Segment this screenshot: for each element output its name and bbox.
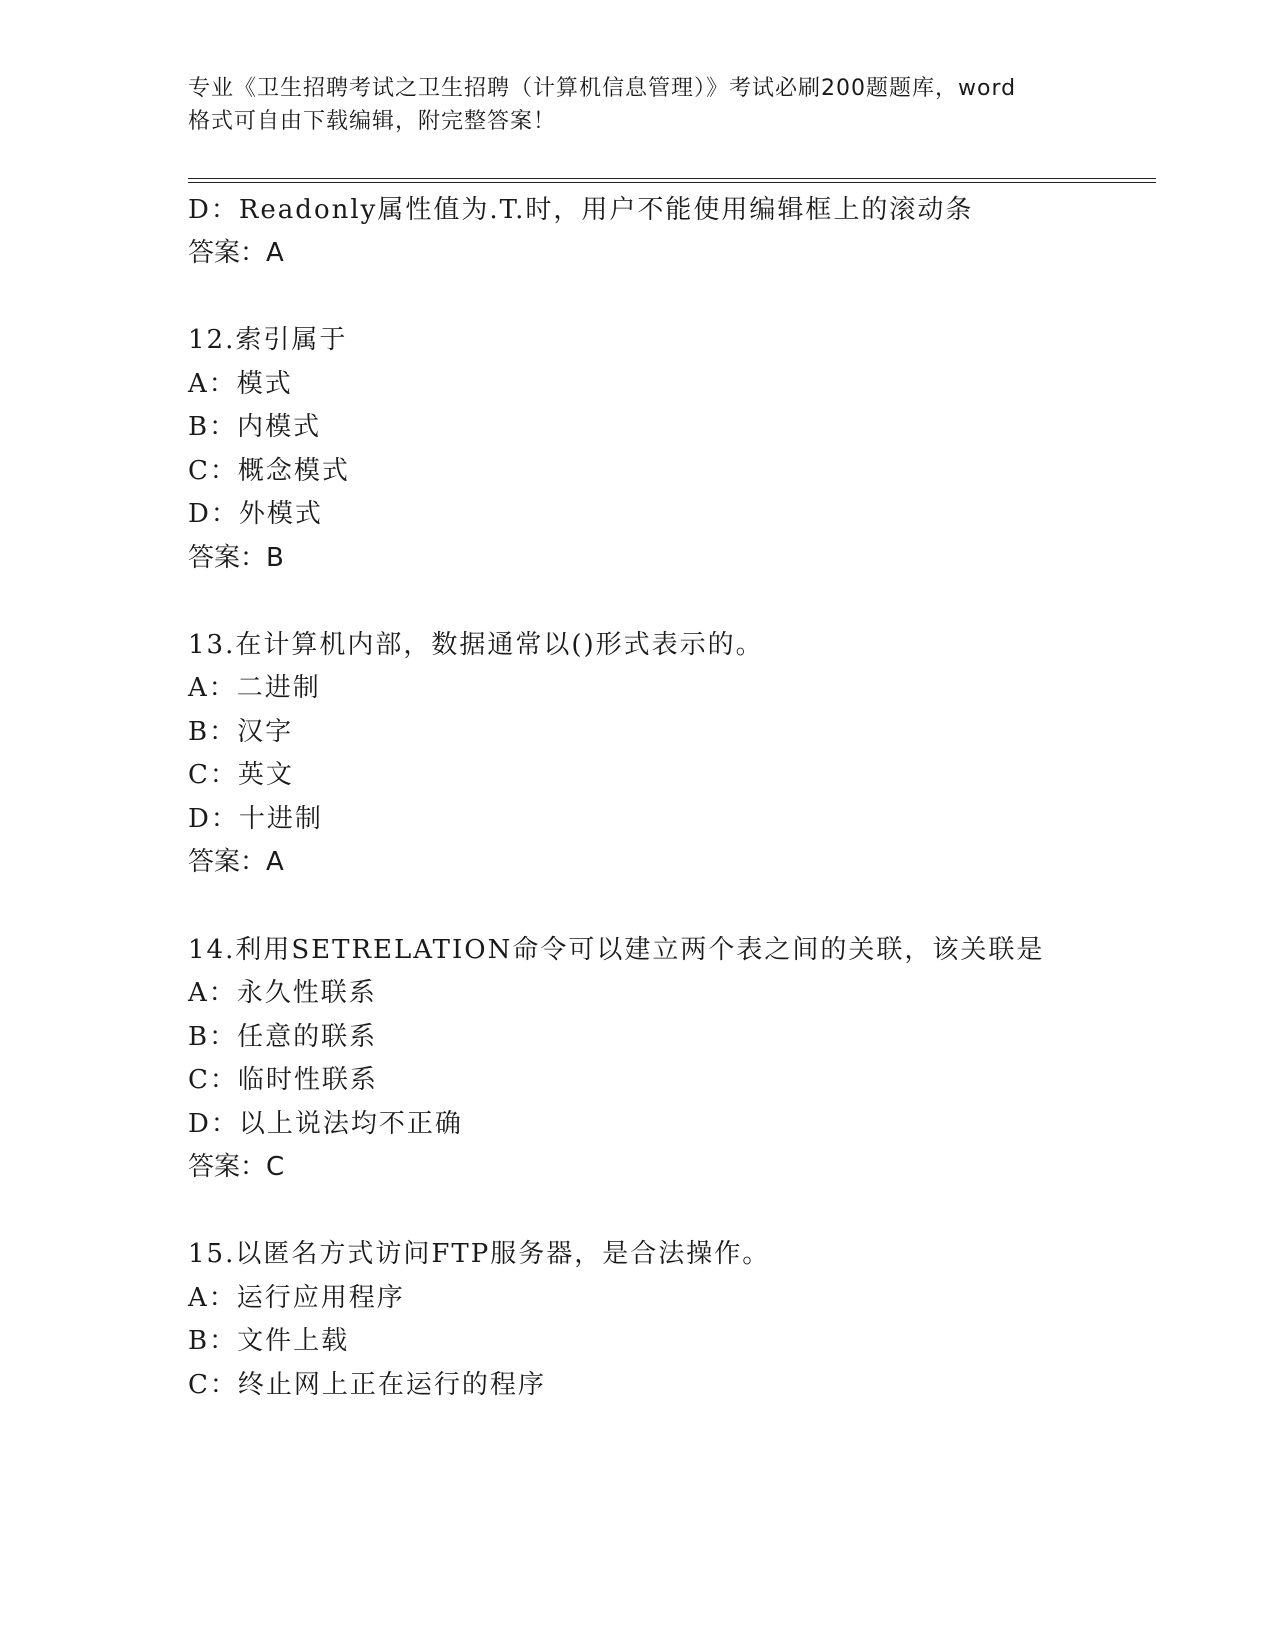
- document-header: [188, 72, 1088, 138]
- question-12-option-c: C：概念模式: [188, 456, 350, 486]
- question-13-option-b: B：汉字: [188, 717, 294, 747]
- question-12-answer: 答案：B: [188, 543, 284, 573]
- question-12-option-b: B：内模式: [188, 412, 322, 442]
- question-14-option-d: D：以上说法均不正确: [188, 1109, 463, 1139]
- header-line-1: 专业《卫生招聘考试之卫生招聘（计算机信息管理）》考试必刷200题题库，word: [188, 76, 1017, 101]
- question-15-option-a: A：运行应用程序: [188, 1283, 405, 1313]
- prev-option-d: D：Readonly属性值为.T.时，用户不能使用编辑框上的滚动条: [188, 195, 974, 225]
- question-14-option-b: B：任意的联系: [188, 1022, 378, 1052]
- question-13-option-c: C：英文: [188, 760, 294, 790]
- question-12-stem: 12.索引属于: [188, 325, 348, 355]
- question-14-option-a: A：永久性联系: [188, 978, 377, 1008]
- question-13-answer: 答案：A: [188, 847, 284, 877]
- header-rule-top: [188, 178, 1156, 179]
- question-12-option-a: A：模式: [188, 369, 293, 399]
- question-15-option-c: C：终止网上正在运行的程序: [188, 1370, 546, 1400]
- header-rule-bottom: [188, 182, 1156, 183]
- prev-answer: 答案：A: [188, 238, 284, 268]
- question-12-option-d: D：外模式: [188, 499, 323, 529]
- question-14-option-c: C：临时性联系: [188, 1065, 378, 1095]
- question-15-stem: 15.以匿名方式访问FTP服务器，是合法操作。: [188, 1239, 771, 1269]
- question-15-option-b: B：文件上载: [188, 1326, 350, 1356]
- question-13-stem: 13.在计算机内部，数据通常以()形式表示的。: [188, 630, 764, 660]
- question-14-stem: 14.利用SETRELATION命令可以建立两个表之间的关联，该关联是: [188, 935, 1045, 965]
- question-13-option-d: D：十进制: [188, 804, 323, 834]
- header-line-2: 格式可自由下载编辑，附完整答案！: [188, 109, 557, 134]
- question-13-option-a: A：二进制: [188, 673, 321, 703]
- question-14-answer: 答案：C: [188, 1152, 285, 1182]
